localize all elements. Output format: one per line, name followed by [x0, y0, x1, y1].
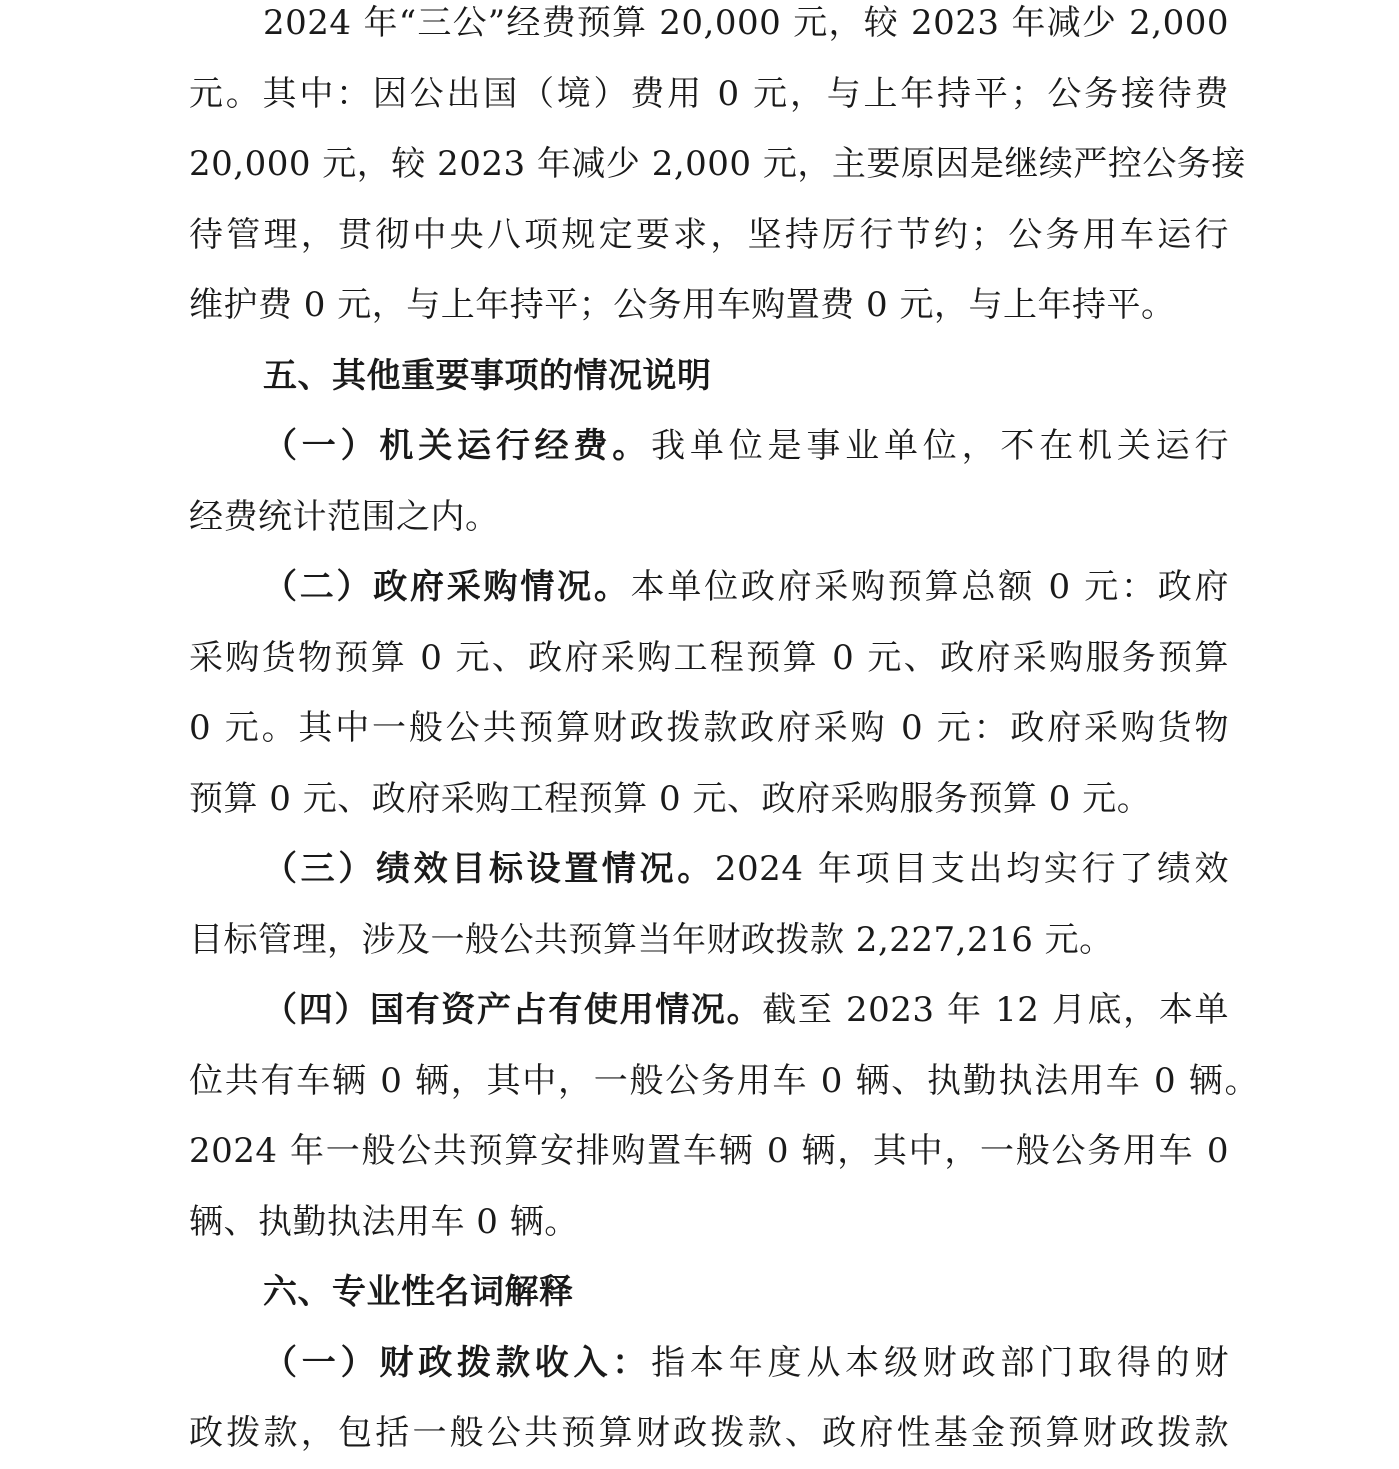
paragraph-line: 待管理，贯彻中央八项规定要求，坚持厉行节约；公务用车运行 — [189, 214, 1229, 255]
sanggong-paragraph — [189, 0, 1246, 341]
paragraph-text: 指本年度从本级财政部门取得的财 — [651, 1342, 1229, 1383]
paragraph-text: 2024 年项目支出均实行了绩效 — [714, 849, 1230, 889]
performance-paragraph — [189, 834, 1229, 975]
fiscal-appropriation-subheading: （一）财政拨款收入： — [263, 1342, 652, 1383]
paragraph-line: 元。其中：因公出国（境）费用 0 元，与上年持平；公务接待费 — [189, 73, 1229, 114]
fiscal-appropriation-paragraph — [189, 1328, 1229, 1469]
paragraph-line — [189, 834, 1229, 905]
procurement-subheading: （二）政府采购情况。 — [263, 567, 631, 607]
paragraph-text: 截至 2023 年 12 月底，本单 — [762, 990, 1230, 1030]
paragraph-line — [189, 411, 1229, 482]
document-page — [189, 0, 1259, 1469]
paragraph-line: 0 元。其中一般公共预算财政拨款政府采购 0 元：政府采购货物 — [189, 708, 1229, 748]
state-assets-subheading: （四）国有资产占有使用情况。 — [263, 990, 763, 1030]
procurement-paragraph — [189, 552, 1229, 834]
paragraph-line: 维护费 0 元，与上年持平；公务用车购置费 0 元，与上年持平。 — [189, 285, 1176, 325]
paragraph-line — [189, 975, 1229, 1046]
state-assets-paragraph — [189, 975, 1259, 1257]
paragraph-text: 本单位政府采购预算总额 0 元：政府 — [630, 567, 1230, 607]
operating-expenses-paragraph — [189, 411, 1229, 552]
paragraph-line: 2024 年一般公共预算安排购置车辆 0 辆，其中，一般公务用车 0 — [189, 1131, 1229, 1171]
paragraph-text: 我单位是事业单位，不在机关运行 — [651, 426, 1229, 466]
section-5-heading: 五、其他重要事项的情况说明 — [263, 355, 712, 396]
paragraph-line — [189, 552, 1229, 623]
performance-subheading: （三）绩效目标设置情况。 — [263, 849, 715, 889]
paragraph-line: 政拨款，包括一般公共预算财政拨款、政府性基金预算财政拨款 — [189, 1413, 1229, 1453]
paragraph-line — [189, 1328, 1229, 1399]
section-6-heading: 六、专业性名词解释 — [263, 1272, 574, 1312]
paragraph-line: 采购货物预算 0 元、政府采购工程预算 0 元、政府采购服务预算 — [189, 637, 1229, 678]
paragraph-line: 2024 年“三公”经费预算 20,000 元，较 2023 年减少 2,000 — [263, 3, 1229, 43]
operating-expenses-subheading: （一）机关运行经费。 — [263, 426, 652, 466]
paragraph-line: 目标管理，涉及一般公共预算当年财政拨款 2,227,216 元。 — [189, 919, 1114, 960]
paragraph-line: 辆、执勤执法用车 0 辆。 — [189, 1201, 579, 1242]
paragraph-line: 20,000 元，较 2023 年减少 2,000 元，主要原因是继续严控公务接 — [189, 144, 1246, 184]
paragraph-line: 预算 0 元、政府采购工程预算 0 元、政府采购服务预算 0 元。 — [189, 778, 1152, 819]
paragraph-line: 位共有车辆 0 辆，其中，一般公务用车 0 辆、执勤执法用车 0 辆。 — [189, 1060, 1259, 1101]
paragraph-line: 经费统计范围之内。 — [189, 496, 500, 537]
